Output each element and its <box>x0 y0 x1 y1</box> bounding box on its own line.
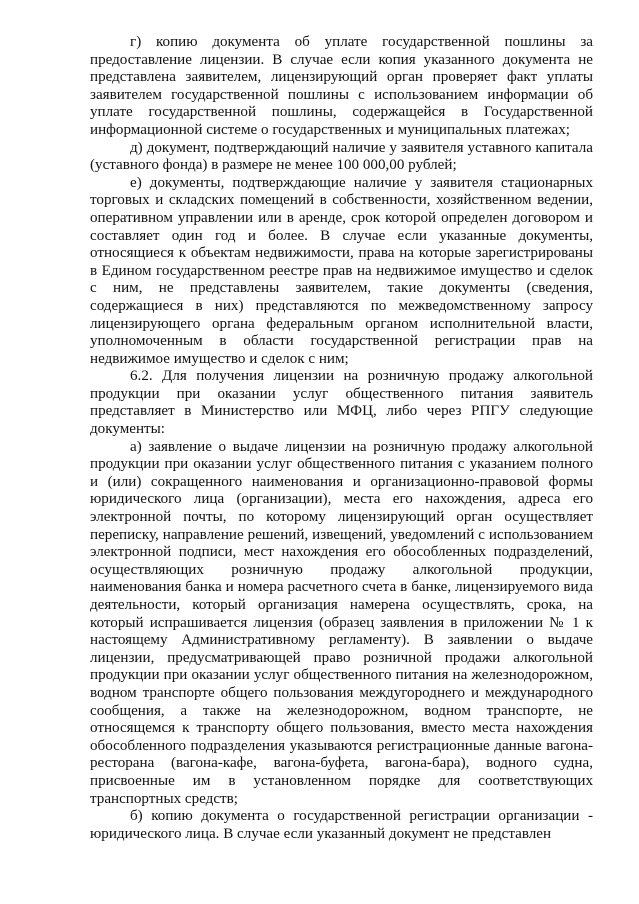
paragraph-b-registration-copy: б) копию документа о государственной регистрации организации - юридического лица. В случае если указанный документ не представлен <box>90 808 593 842</box>
paragraph-6-2-catering-license: 6.2. Для получения лицензии на розничную продажу алкогольной продукции при оказании услуг общественного питания заявитель представляет в Министерство или МФЦ, либо через РПГУ следующие документы: <box>90 368 593 438</box>
paragraph-d-charter-capital: д) документ, подтверждающий наличие у заявителя уставного капитала (уставного фонда) в размере не менее 100 000,00 рублей; <box>90 139 593 174</box>
paragraph-e-premises-documents: е) документы, подтверждающие наличие у заявителя стационарных торговых и складских помещений в собственности, хозяйственном ведении, оперативном управлении или в аренде, срок которой определен договором и составляет один год и более. В случае если указанные документы, относящиеся к объектам недвижимости, права на которые зарегистрированы в Едином государственном реестре прав на недвижимое имущество и сделок с ним, не представлены заявителем, такие документы (сведения, содержащиеся в них) представляются по межведомственному запросу лицензирующего органа федеральным органом исполнительной власти, уполномоченным в области государственной регистрации прав на недвижимое имущество и сделок с ним; <box>90 174 593 367</box>
paragraph-a-application: а) заявление о выдаче лицензии на розничную продажу алкогольной продукции при оказании услуг общественного питания с указанием полного и (или) сокращенного наименования и организационно-правовой формы юридического лица (организации), места его нахождения, адреса его электронной почты, по которому лицензирующий орган осуществляет переписку, направление решений, извещений, уведомлений с использованием электронной подписи, мест нахождения его обособленных подразделений, осуществляющих розничную продажу алкогольной продукции, наименования банка и номера расчетного счета в банке, лицензируемого вида деятельности, который организация намерена осуществлять, срока, на который испрашивается лицензия (образец заявления в приложении № 1 к настоящему Административному регламенту). В заявлении о выдаче лицензии, предусматривающей право розничной продажи алкогольной продукции при оказании услуг общественного питания на железнодорожном, водном транспорте общего пользования междугороднего и международного сообщения, а также на железнодорожном, водном транспорте, не относящемся к транспорту общего пользования, вместо места нахождения обособленного подразделения указываются регистрационные данные вагона-ресторана (вагона-кафе, вагона-буфета, вагона-бара), водного судна, присвоенные им в установленном порядке для соответствующих транспортных средств; <box>90 438 593 807</box>
paragraph-g-state-fee: г) копию документа об уплате государственной пошлины за предоставление лицензии. В случае если копия указанного документа не представлена заявителем, лицензирующий орган проверяет факт уплаты заявителем государственной пошлины с использованием информации об уплате государственной пошлины, содержащейся в Государственной информационной системе о государственных и муниципальных платежах; <box>90 34 593 138</box>
document-body <box>90 34 593 843</box>
